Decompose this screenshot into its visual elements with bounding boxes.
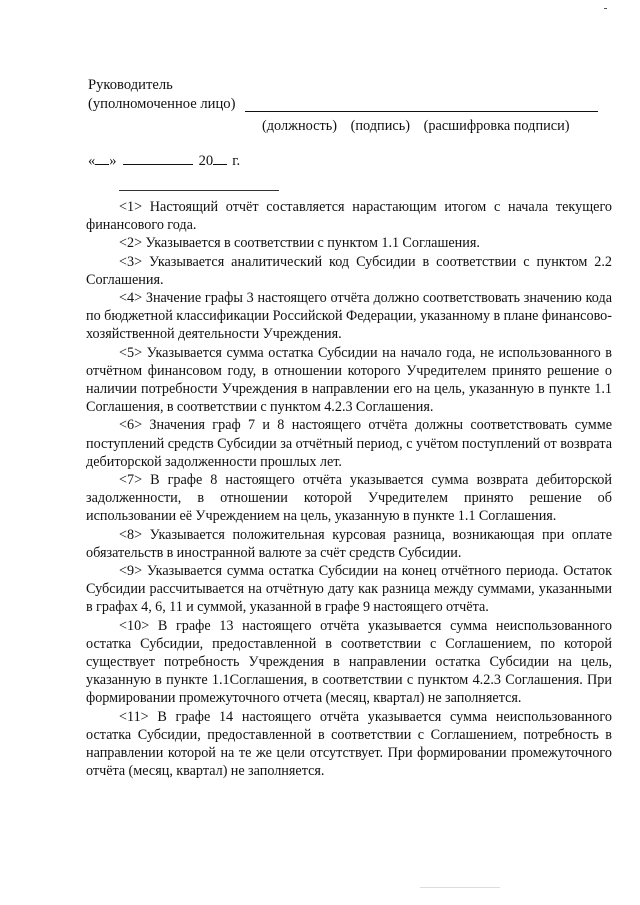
footnote-11: <11> В графе 14 настоящего отчёта указывается сумма неиспользованного остатка Субсидии, предоставленной в соответствии с Соглашением, потребность в направлении которой на те же цели отсутствует. При формировании промежуточного отчёта (месяц, квартал) не заполняется. [86, 708, 612, 780]
date-line [88, 150, 240, 170]
footnote-7: <7> В графе 8 настоящего отчёта указывается сумма возврата дебиторской задолженности, в отношении которой Учредителем принято решение об использовании её Учреждением на цель, указанную в пункте 1.1 Соглашения. [86, 472, 612, 525]
scan-speck [604, 8, 607, 9]
date-year-blank [213, 150, 227, 165]
date-month-blank [123, 150, 193, 165]
footnote-3: <3> Указывается аналитический код Субсидии в соответствии с пунктом 2.2 Соглашения. [86, 253, 612, 288]
date-close-quote: » [109, 153, 117, 169]
signature-title: Руководитель [88, 77, 173, 93]
footnote-10: <10> В графе 13 настоящего отчёта указывается сумма неиспользованного остатка Субсидии, предоставленной в соответствии с Соглашением, по которой существует потребность Учреждения в направлении остатка Субсидии на цель, указанную в пункте 1.1Соглашения, в соответствии с пунктом 4.2.3 Соглашения. При формировании промежуточного отчета (месяц, квартал) не заполняется. [86, 617, 612, 707]
footnote-6: <6> Значения граф 7 и 8 настоящего отчёта должны соответствовать сумме поступлений средств Субсидии за отчётный период, с учётом поступлений от возврата дебиторской задолженности прошлых лет. [86, 417, 612, 470]
date-year-prefix: 20 [198, 153, 214, 169]
footnote-8: <8> Указывается положительная курсовая разница, возникающая при оплате обязательств в иностранной валюте за счёт средств Субсидии. [86, 526, 612, 561]
footnote-2: <2> Указывается в соответствии с пунктом 1.1 Соглашения. [119, 235, 480, 252]
signature-person-label: (уполномоченное лицо) [88, 96, 236, 112]
date-open-quote: « [88, 153, 96, 169]
caption-name-decoding: (расшифровка подписи) [423, 118, 570, 134]
signature-captions [262, 117, 580, 135]
caption-position: (должность) [262, 118, 338, 134]
scan-speck [420, 887, 500, 888]
footnote-5: <5> Указывается сумма остатка Субсидии на начало года, не использованного в отчётном финансовом году, в отношении которого Учредителем принято решение о наличии потребности Учреждения в направлении его на цель, указанную в пункте 1.1 Соглашения, в соответствии с пунктом 4.2.3 Соглашения. [86, 344, 612, 416]
date-year-suffix: г. [232, 153, 241, 169]
footnotes [86, 198, 612, 781]
footnote-9: <9> Указывается сумма остатка Субсидии на конец отчётного периода. Остаток Субсидии рассчитывается на отчётную дату как разница между суммами, указанными в графах 4, 6, 11 и суммой, указанной в графе 9 настоящего отчёта. [86, 563, 612, 616]
signature-line [245, 111, 598, 112]
footnote-4: <4> Значение графы 3 настоящего отчёта должно соответствовать значению кода по бюджетной классификации Российской Федерации, указанному в плане финансово-хозяйственной деятельности Учреждения. [86, 290, 612, 343]
footnote-divider [119, 190, 279, 191]
date-day-blank [95, 150, 109, 165]
caption-signature: (подпись) [350, 118, 410, 134]
footnote-1: <1> Настоящий отчёт составляется нарастающим итогом с начала текущего финансового года. [86, 199, 612, 234]
